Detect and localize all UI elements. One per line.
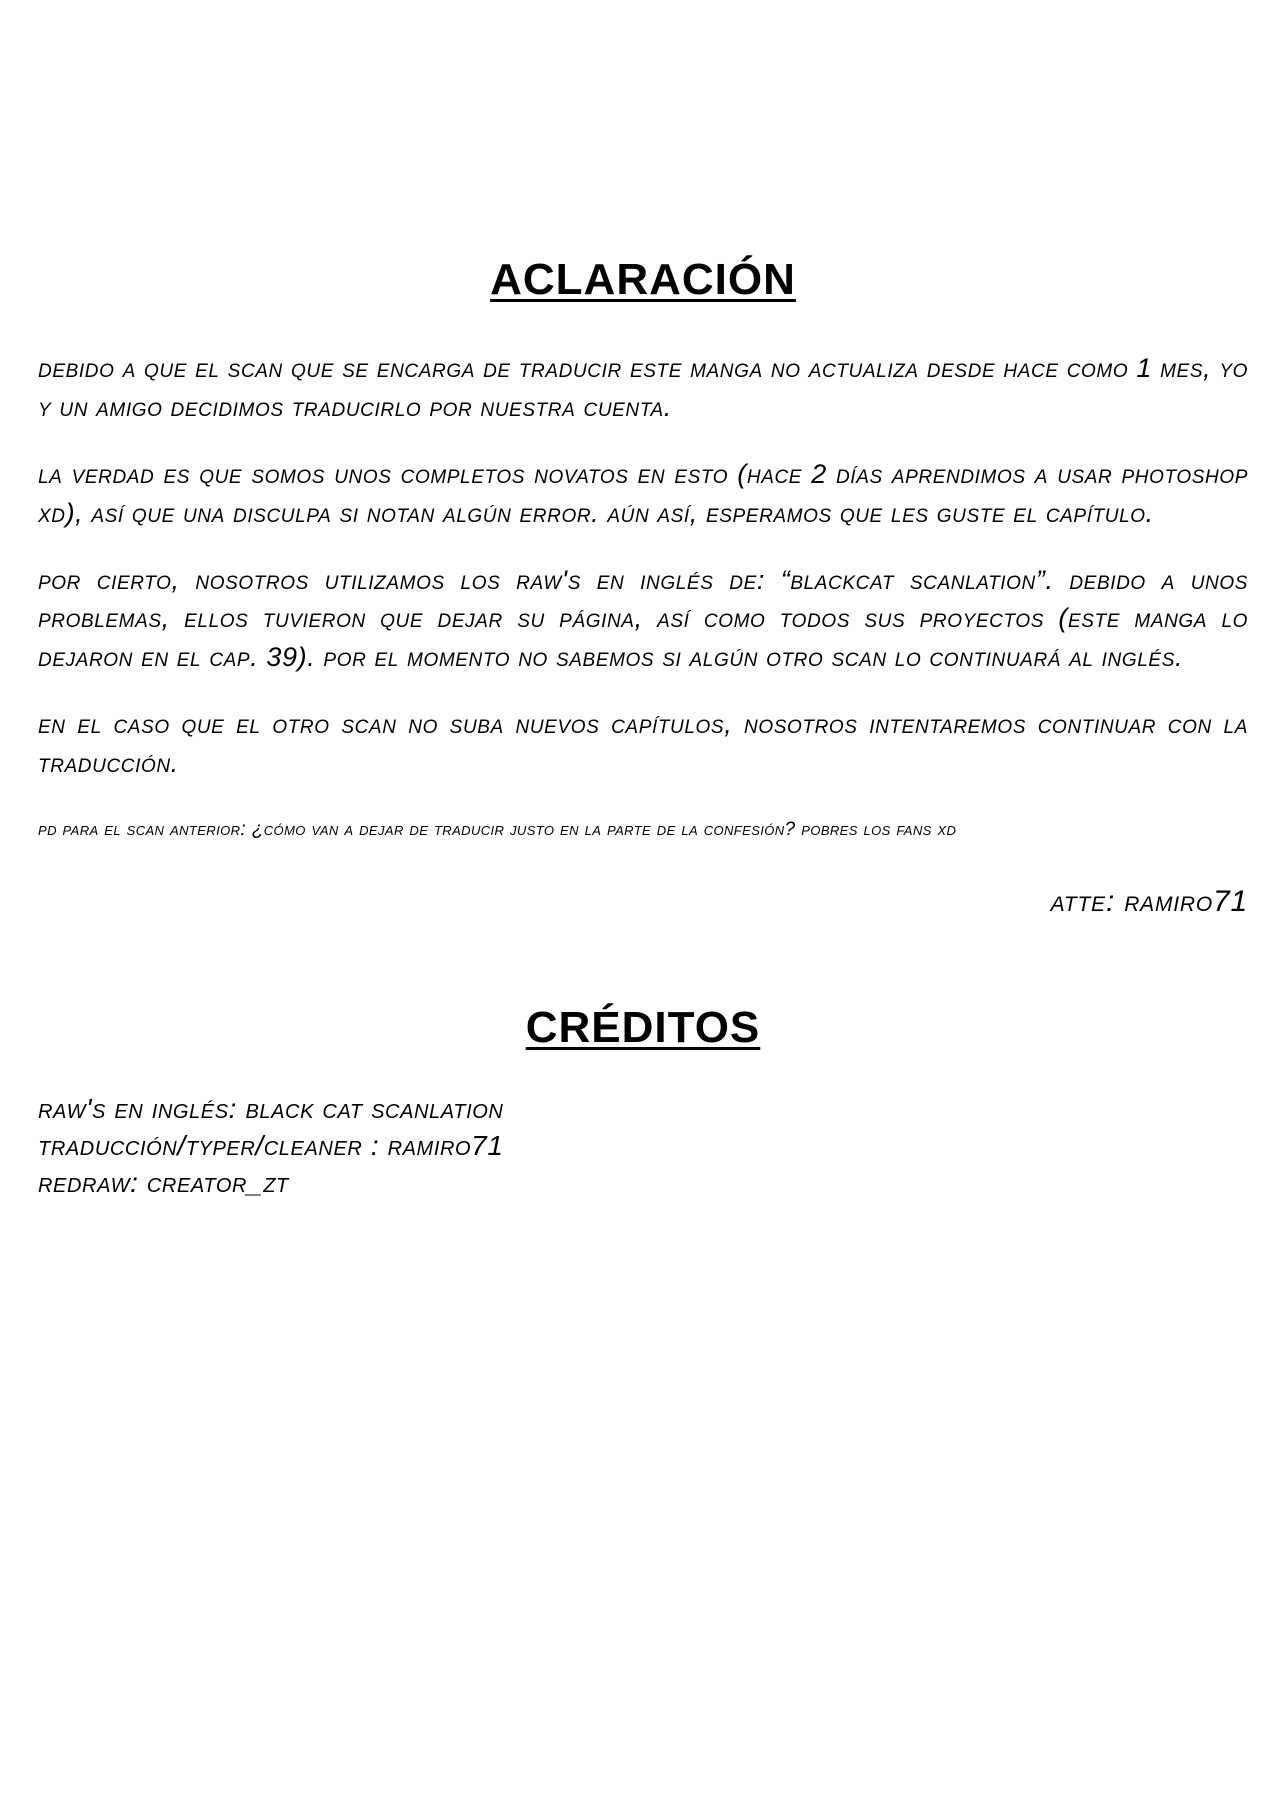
clarification-heading: ACLARACIÓN bbox=[490, 255, 796, 304]
credits-line-redraw: redraw: creator_zt bbox=[38, 1167, 289, 1199]
clarification-signature: atte: ramiro71 bbox=[1050, 885, 1248, 919]
clarification-postscript: pd para el scan anterior: ¿cómo van a dejar de traducir justo en la parte de la confesión? pobres los fans xd bbox=[38, 818, 957, 840]
clarification-paragraph-1: debido a que el scan que se encarga de traducir este manga no actualiza desde hace como 1 mes, yo y un amigo decidimos traducirlo por nuestra cuenta. bbox=[38, 353, 1248, 422]
document-content bbox=[38, 255, 1248, 1202]
credits-heading: CRÉDITOS bbox=[525, 1003, 761, 1053]
clarification-paragraph-4: en el caso que el otro scan no suba nuevos capítulos, nosotros intentaremos continuar con la traducción. bbox=[38, 709, 1248, 778]
clarification-paragraph-2: la verdad es que somos unos completos novatos en esto (hace 2 días aprendimos a usar photoshop xd), así que una disculpa si notan algún error. aún así, esperamos que les guste el capítulo. bbox=[38, 458, 1248, 528]
credits-line-raws: raw's en inglés: black cat scanlation bbox=[38, 1093, 504, 1125]
credits-line-translation: traducción/typer/cleaner : ramiro71 bbox=[38, 1130, 504, 1162]
clarification-paragraph-3: por cierto, nosotros utilizamos los raw's en inglés de: “blackcat scanlation”. debido a unos problemas, ellos tuvieron que dejar su página, así como todos sus proyectos (este manga lo dejaron en el cap. 39). por el momento no sabemos si algún otro scan lo continuará al inglés. bbox=[38, 564, 1248, 673]
